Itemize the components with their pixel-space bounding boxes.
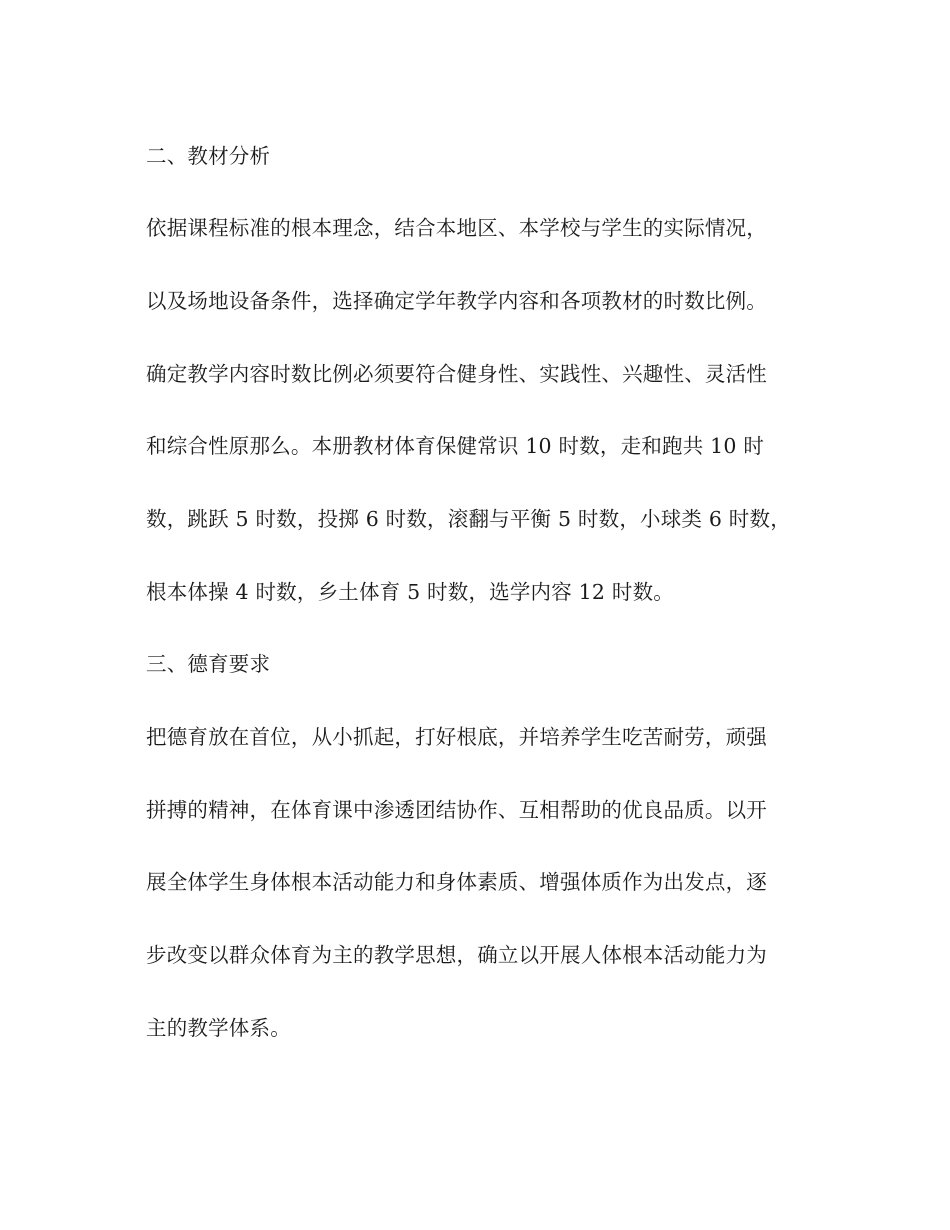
section-heading-teaching-materials: 二、教材分析 bbox=[146, 144, 271, 168]
paragraph-line: 和综合性原那么。本册教材体育保健常识 10 时数，走和跑共 10 时 bbox=[146, 434, 765, 458]
paragraph-line: 以及场地设备条件，选择确定学年教学内容和各项教材的时数比例。 bbox=[146, 289, 767, 313]
paragraph-line: 主的教学体系。 bbox=[146, 1016, 291, 1040]
paragraph-line: 步改变以群众体育为主的教学思想，确立以开展人体根本活动能力为 bbox=[146, 943, 767, 967]
paragraph-line: 确定教学内容时数比例必须要符合健身性、实践性、兴趣性、灵活性 bbox=[146, 362, 767, 386]
paragraph-line: 根本体操 4 时数，乡土体育 5 时数，选学内容 12 时数。 bbox=[146, 580, 674, 604]
paragraph-line: 依据课程标准的根本理念，结合本地区、本学校与学生的实际情况， bbox=[146, 216, 767, 240]
paragraph-line: 拼搏的精神，在体育课中渗透团结协作、互相帮助的优良品质。以开 bbox=[146, 798, 767, 822]
section-heading-moral-education: 三、德育要求 bbox=[146, 652, 271, 676]
paragraph-line: 展全体学生身体根本活动能力和身体素质、增强体质作为出发点，逐 bbox=[146, 870, 767, 894]
paragraph-line: 数，跳跃 5 时数，投掷 6 时数，滚翻与平衡 5 时数，小球类 6 时数， bbox=[146, 507, 791, 531]
paragraph-line: 把德育放在首位，从小抓起，打好根底，并培养学生吃苦耐劳，顽强 bbox=[146, 725, 767, 749]
